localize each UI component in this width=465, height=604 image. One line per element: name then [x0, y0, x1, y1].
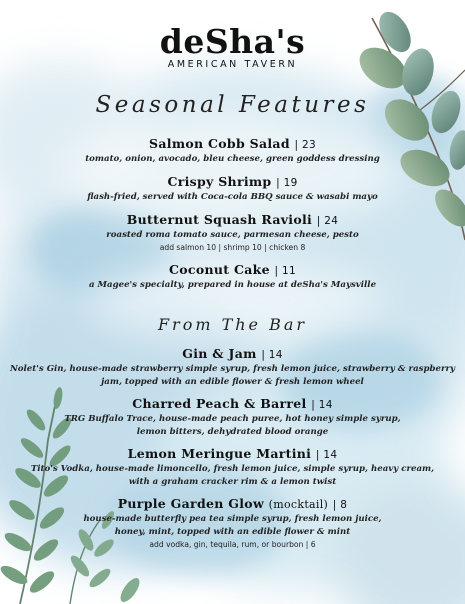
- item-description: a Magee's specialty, prepared in house at deSha's Maysville: [88, 280, 377, 290]
- item-name: Crispy Shrimp: [167, 174, 272, 189]
- menu-item: [0, 262, 465, 292]
- section-title-bar: From The Bar: [157, 315, 308, 334]
- item-description: TRG Buffalo Trace, house-made peach puree, hot honey simple syrup,: [64, 414, 401, 424]
- item-description: roasted roma tomato sauce, parmesan cheese, pesto: [106, 230, 359, 240]
- item-price: | 11: [274, 265, 296, 277]
- menu-item: [0, 212, 465, 254]
- item-description: Nolet's Gin, house-made strawberry simple syrup, fresh lemon juice, strawberry & raspberry: [9, 364, 456, 374]
- item-price: | 8: [332, 499, 348, 511]
- item-description: with a graham cracker rim & a lemon twist: [128, 477, 337, 487]
- item-price: | 23: [294, 139, 316, 151]
- item-price: | 14: [261, 349, 283, 361]
- item-description: tomato, onion, avocado, bleu cheese, green goddess dressing: [85, 154, 380, 164]
- item-name: Coconut Cake: [169, 262, 270, 277]
- item-description: flash-fried, served with Coca-cola BBQ sauce & wasabi mayo: [87, 192, 378, 202]
- item-description: Tito's Vodka, house-made limoncello, fresh lemon juice, simple syrup, heavy cream,: [30, 464, 435, 474]
- item-description: honey, mint, topped with an edible flower & mint: [114, 527, 351, 537]
- brand-logo: [0, 24, 465, 71]
- item-name: Gin & Jam: [182, 346, 257, 361]
- menu-item: [0, 496, 465, 551]
- item-description: jam, topped with an edible flower & fresh lemon wheel: [101, 377, 364, 387]
- item-name: Lemon Meringue Martini: [127, 446, 312, 461]
- brand-tagline: AMERICAN TAVERN: [167, 59, 298, 70]
- item-addon: add vodka, gin, tequila, rum, or bourbon | 6: [149, 540, 316, 549]
- item-name: Purple Garden Glow: [117, 496, 264, 511]
- menu-item: [0, 396, 465, 439]
- item-description: lemon bitters, dehydrated blood orange: [136, 427, 329, 437]
- item-price: | 19: [276, 177, 298, 189]
- item-name: Charred Peach & Barrel: [132, 396, 307, 411]
- menu-item: [0, 346, 465, 389]
- item-note: (mocktail): [268, 498, 329, 511]
- menu-item: [0, 174, 465, 204]
- item-price: | 24: [316, 215, 339, 227]
- item-addon: add salmon 10 | shrimp 10 | chicken 8: [159, 243, 306, 252]
- menu-item: [0, 446, 465, 489]
- item-name: Salmon Cobb Salad: [149, 136, 290, 151]
- section-title-seasonal: Seasonal Features: [95, 92, 370, 118]
- item-name: Butternut Squash Ravioli: [126, 212, 313, 227]
- item-price: | 14: [315, 449, 338, 461]
- item-price: | 14: [311, 399, 333, 411]
- menu-item: [0, 136, 465, 166]
- brand-name: deSha's: [159, 22, 306, 61]
- item-description: house-made butterfly pea tea simple syrup, fresh lemon juice,: [83, 514, 382, 524]
